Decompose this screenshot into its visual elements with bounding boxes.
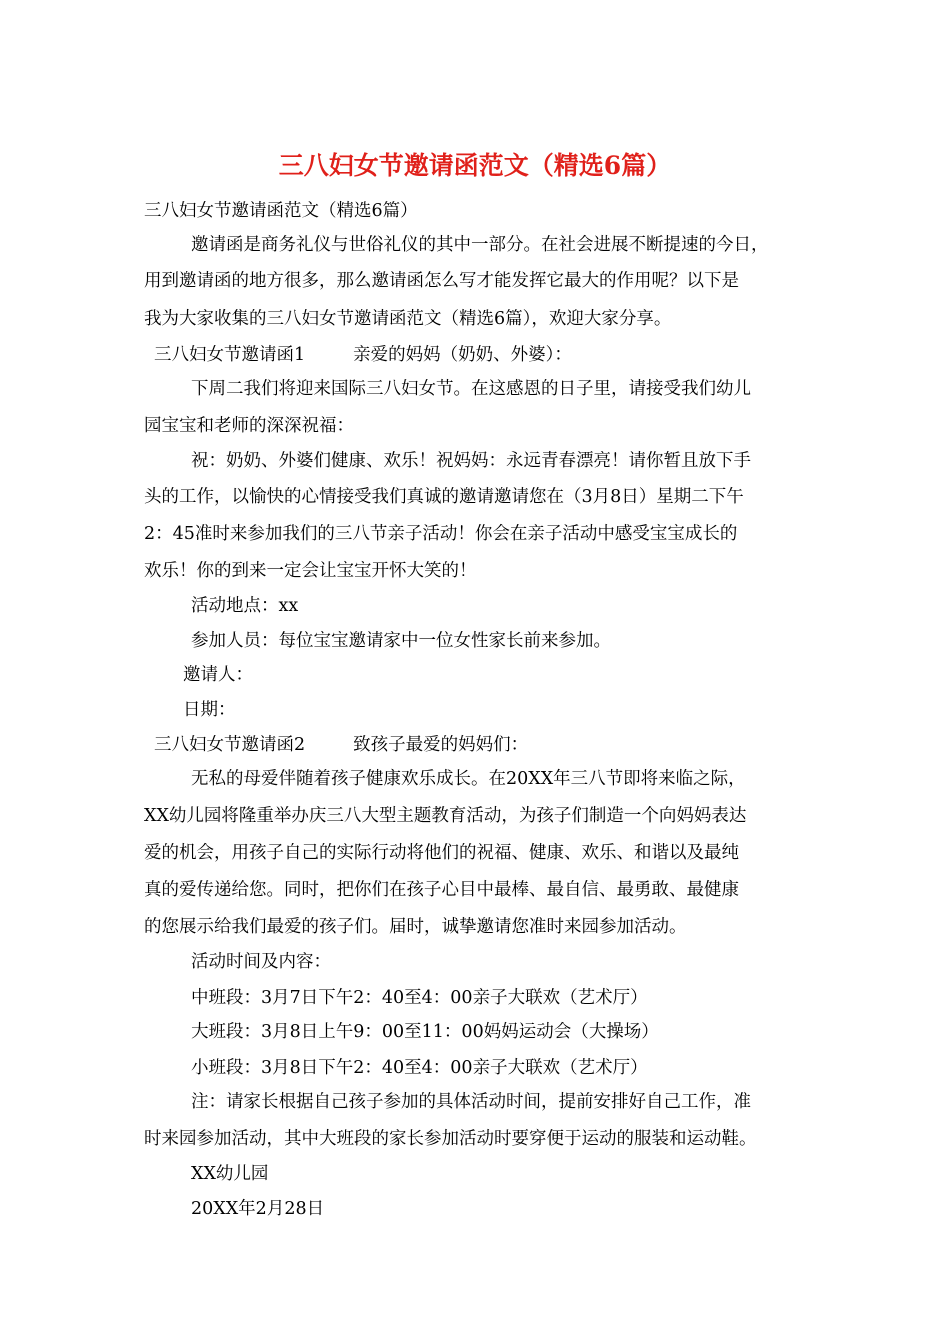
letter1-greeting: 亲爱的妈妈（奶奶、外婆）：	[353, 345, 572, 365]
intro-line: 我为大家收集的三八妇女节邀请函范文（精选6篇），欢迎大家分享。	[144, 309, 672, 329]
letter1-para2-line: 欢乐！你的到来一定会让宝宝开怀大笑的！	[144, 561, 477, 581]
letter1-para1-line: 下周二我们将迎来国际三八妇女节。在这感恩的日子里，请接受我们幼儿	[191, 379, 751, 399]
subtitle: 三八妇女节邀请函范文（精选6篇）	[144, 201, 418, 221]
letter1-inviter: 邀请人：	[183, 665, 253, 685]
letter1-date: 日期：	[183, 700, 236, 720]
letter1-para2-line: 2：45准时来参加我们的三八节亲子活动！你会在亲子活动中感受宝宝成长的	[144, 524, 738, 544]
letter1-heading: 三八妇女节邀请函1	[154, 345, 306, 365]
letter1-para2-line: 头的工作，以愉快的心情接受我们真诚的邀请邀请您在（3月8日）星期二下午	[144, 487, 744, 507]
letter2-para1-line: XX幼儿园将隆重举办庆三八大型主题教育活动，为孩子们制造一个向妈妈表达	[144, 806, 747, 826]
letter2-heading-line	[154, 730, 528, 760]
letter2-schedule-title: 活动时间及内容：	[191, 952, 331, 972]
letter2-schedule-item: 大班段：3月8日上午9：00至11：00妈妈运动会（大操场）	[191, 1022, 659, 1042]
document-title: 三八妇女节邀请函范文（精选6篇）	[278, 151, 672, 180]
letter2-schedule-item: 中班段：3月7日下午2：40至4：00亲子大联欢（艺术厅）	[191, 988, 648, 1008]
letter2-para1-line: 无私的母爱伴随着孩子健康欢乐成长。在20XX年三八节即将来临之际，	[191, 769, 746, 789]
letter2-note-line: 注：请家长根据自己孩子参加的具体活动时间，提前安排好自己工作，准	[191, 1092, 751, 1112]
letter2-note-line: 时来园参加活动，其中大班段的家长参加活动时要穿便于运动的服装和运动鞋。	[144, 1129, 757, 1149]
letter2-schedule-item: 小班段：3月8日下午2：40至4：00亲子大联欢（艺术厅）	[191, 1058, 648, 1078]
intro-line: 用到邀请函的地方很多，那么邀请函怎么写才能发挥它最大的作用呢？以下是	[144, 271, 739, 291]
letter1-para2-line: 祝：奶奶、外婆们健康、欢乐！祝妈妈：永远青春漂亮！请你暂且放下手	[191, 451, 751, 471]
letter2-signature: XX幼儿园	[191, 1164, 269, 1184]
intro-line: 邀请函是商务礼仪与世俗礼仪的其中一部分。在社会进展不断提速的今日，	[191, 235, 769, 255]
letter1-location: 活动地点：xx	[191, 596, 299, 616]
letter2-greeting: 致孩子最爱的妈妈们：	[353, 735, 529, 755]
letter1-para1-line: 园宝宝和老师的深深祝福：	[144, 416, 354, 436]
letter2-para1-line: 真的爱传递给您。同时，把你们在孩子心目中最棒、最自信、最勇敢、最健康	[144, 880, 739, 900]
letter2-heading: 三八妇女节邀请函2	[154, 735, 306, 755]
letter2-sign-date: 20XX年2月28日	[191, 1199, 325, 1219]
letter1-heading-line	[154, 340, 572, 370]
letter2-para1-line: 爱的机会，用孩子自己的实际行动将他们的祝福、健康、欢乐、和谐以及最纯	[144, 843, 739, 863]
letter2-para1-line: 的您展示给我们最爱的孩子们。届时，诚挚邀请您准时来园参加活动。	[144, 917, 687, 937]
letter1-participants: 参加人员：每位宝宝邀请家中一位女性家长前来参加。	[191, 631, 611, 651]
